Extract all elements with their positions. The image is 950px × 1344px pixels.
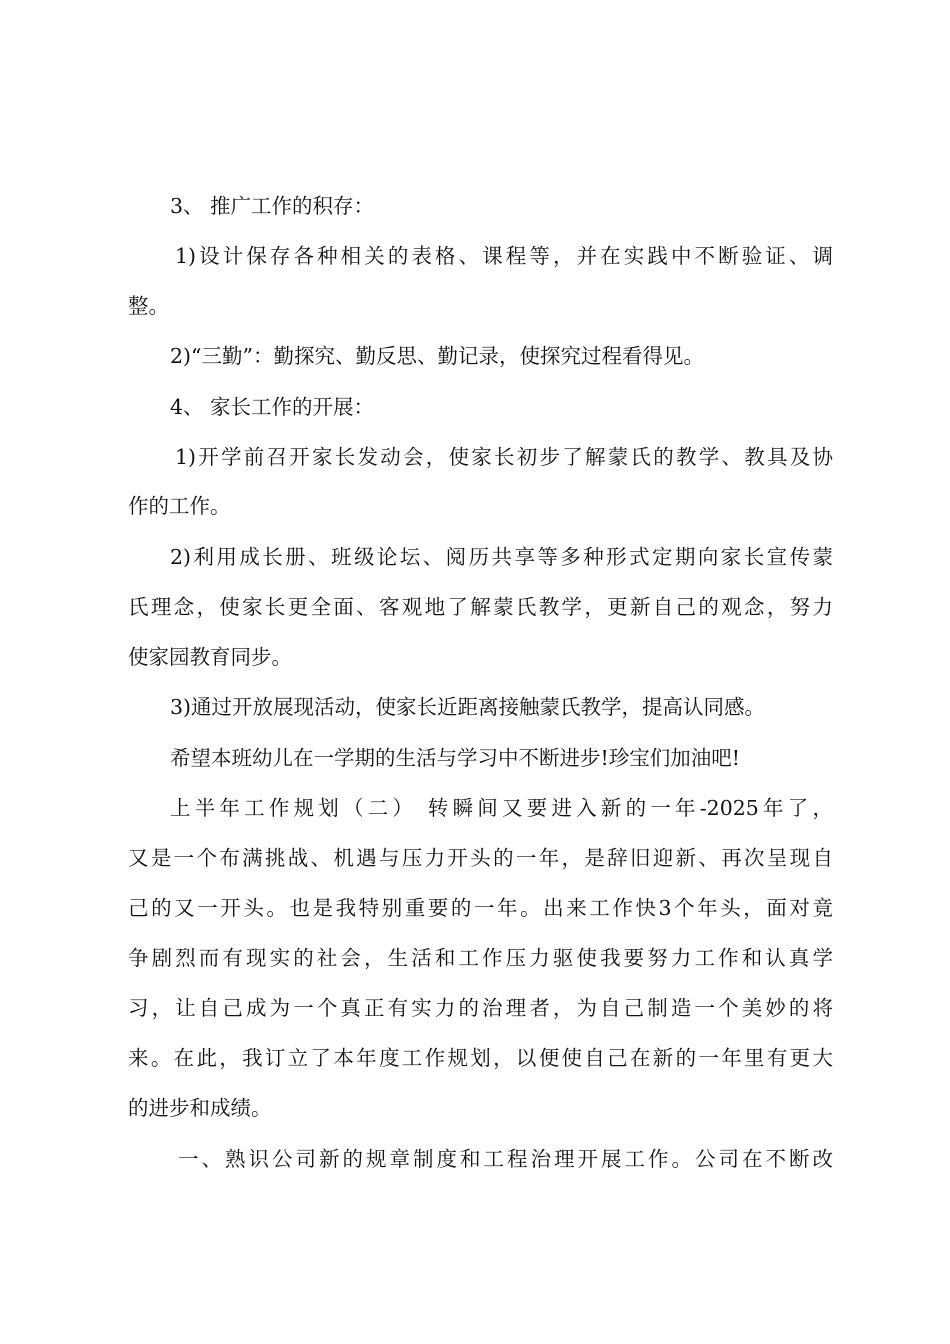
paragraph-line: 又是一个布满挑战、机遇与压力开头的一年，是辞旧迎新、再次呈现自 bbox=[128, 846, 833, 870]
paragraph-line: 作的工作。 bbox=[128, 494, 231, 518]
section-title-line: 上半年工作规划（二） 转瞬间又要进入新的一年-2025年了， bbox=[170, 796, 833, 820]
paragraph-line: 一、熟识公司新的规章制度和工程治理开展工作。公司在不断改 bbox=[178, 1147, 833, 1171]
paragraph-line: 希望本班幼儿在一学期的生活与学习中不断进步!珍宝们加油吧! bbox=[170, 746, 740, 770]
paragraph-line: 1)设计保存各种相关的表格、课程等，并在实践中不断验证、调 bbox=[175, 244, 833, 268]
paragraph-line: 的进步和成绩。 bbox=[128, 1096, 272, 1120]
paragraph-line: 1)开学前召开家长发动会，使家长初步了解蒙氏的教学、教具及协 bbox=[175, 445, 833, 469]
heading-promotion-work: 3、 推广工作的积存： bbox=[170, 194, 375, 218]
paragraph-line: 使家园教育同步。 bbox=[128, 645, 292, 669]
paragraph-line: 3)通过开放展现活动，使家长近距离接触蒙氏教学，提高认同感。 bbox=[170, 695, 766, 719]
heading-parent-work: 4、 家长工作的开展： bbox=[170, 395, 375, 419]
paragraph-line: 整。 bbox=[128, 294, 169, 318]
paragraph-line: 2)利用成长册、班级论坛、阅历共享等多种形式定期向家长宣传蒙 bbox=[170, 545, 833, 569]
paragraph-line: 己的又一开头。也是我特别重要的一年。出来工作快3个年头，面对竟 bbox=[128, 896, 833, 920]
paragraph-line: 习，让自己成为一个真正有实力的治理者，为自己制造一个美妙的将 bbox=[128, 996, 833, 1020]
paragraph-line: 争剧烈而有现实的社会，生活和工作压力驱使我要努力工作和认真学 bbox=[128, 946, 833, 970]
paragraph-line: 来。在此，我订立了本年度工作规划，以便使自己在新的一年里有更大 bbox=[128, 1046, 833, 1070]
paragraph-line: 2)“三勤”：勤探究、勤反思、勤记录，使探究过程看得见。 bbox=[170, 344, 704, 368]
paragraph-line: 氏理念，使家长更全面、客观地了解蒙氏教学，更新自己的观念，努力 bbox=[128, 595, 833, 619]
